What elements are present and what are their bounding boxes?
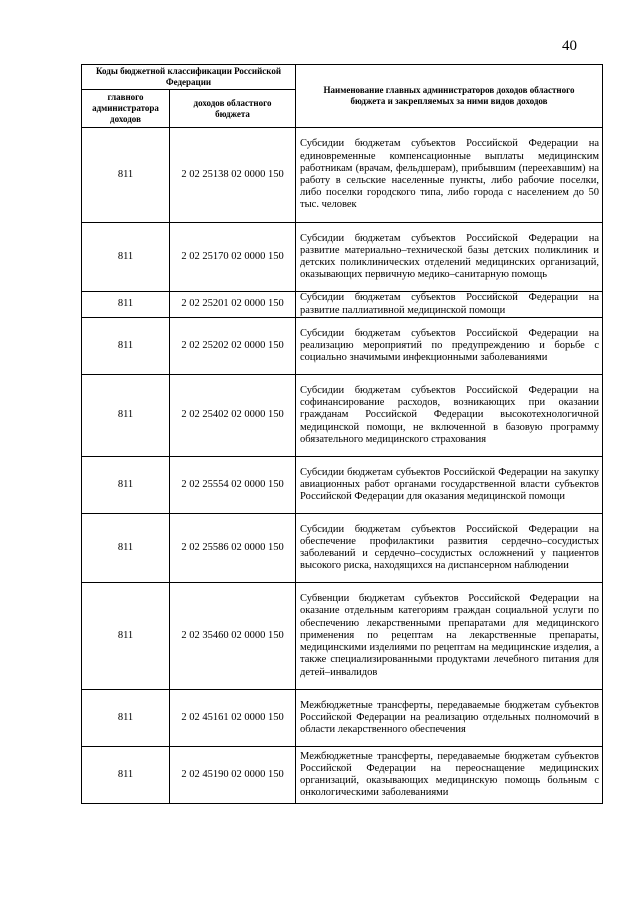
- admin-code-cell: 811: [82, 690, 170, 747]
- table-row: [82, 375, 603, 457]
- income-code-cell: 2 02 25402 02 0000 150: [170, 375, 296, 457]
- header-income-column: доходов областного бюджета: [170, 90, 296, 128]
- income-code-cell: 2 02 25201 02 0000 150: [170, 292, 296, 318]
- table-row: [82, 318, 603, 375]
- admin-code-cell: 811: [82, 514, 170, 583]
- table-row: [82, 128, 603, 223]
- admin-code-cell: 811: [82, 747, 170, 804]
- admin-code-cell: 811: [82, 375, 170, 457]
- income-name-cell: Субсидии бюджетам субъектов Российской Федерации на развитие материально–технической базы детских поликлиник и детских поликлинических отделений медицинских организаций, оказывающих первичную медико–санитарную помощь: [296, 223, 603, 292]
- admin-code-cell: 811: [82, 223, 170, 292]
- income-name-cell: Межбюджетные трансферты, передаваемые бюджетам субъектов Российской Федерации на переоснащение медицинских организаций, оказывающих медицинскую помощь больным с онкологическими заболеваниями: [296, 747, 603, 804]
- table-row: [82, 583, 603, 690]
- income-name-cell: Субсидии бюджетам субъектов Российской Федерации на обеспечение профилактики развития сердечно–сосудистых заболеваний и сердечно–сосудистых осложнений у пациентов высокого риска, находящихся на диспансерном наблюдении: [296, 514, 603, 583]
- table-row: [82, 747, 603, 804]
- table-row: [82, 457, 603, 514]
- table-row: [82, 690, 603, 747]
- income-code-cell: 2 02 45161 02 0000 150: [170, 690, 296, 747]
- income-name-cell: Межбюджетные трансферты, передаваемые бюджетам субъектов Российской Федерации на реализацию отдельных полномочий в области лекарственного обеспечения: [296, 690, 603, 747]
- table-row: [82, 292, 603, 318]
- income-code-cell: 2 02 25170 02 0000 150: [170, 223, 296, 292]
- income-code-cell: 2 02 45190 02 0000 150: [170, 747, 296, 804]
- income-code-cell: 2 02 25202 02 0000 150: [170, 318, 296, 375]
- income-name-cell: Субсидии бюджетам субъектов Российской Федерации на реализацию мероприятий по предупреждению и борьбе с социально значимыми инфекционными заболеваниями: [296, 318, 603, 375]
- admin-code-cell: 811: [82, 318, 170, 375]
- budget-codes-table: [81, 64, 603, 804]
- admin-code-cell: 811: [82, 583, 170, 690]
- income-name-cell: Субвенции бюджетам субъектов Российской Федерации на оказание отдельным категориям граждан социальной услуги по обеспечению лекарственными препаратами для медицинского применения по рецептам на лекарственные препараты, медицинскими изделиями по рецептам на медицинские изделия, а также специализированными продуктами лечебного питания для детей–инвалидов: [296, 583, 603, 690]
- income-code-cell: 2 02 25138 02 0000 150: [170, 128, 296, 223]
- header-name-column: Наименование главных администраторов доходов областного бюджета и закрепляемых за ними видов доходов: [296, 65, 603, 128]
- income-code-cell: 2 02 25554 02 0000 150: [170, 457, 296, 514]
- admin-code-cell: 811: [82, 128, 170, 223]
- income-name-cell: Субсидии бюджетам субъектов Российской Федерации на закупку авиационных работ органами государственной власти субъектов Российской Федерации для оказания медицинской помощи: [296, 457, 603, 514]
- income-code-cell: 2 02 25586 02 0000 150: [170, 514, 296, 583]
- income-code-cell: 2 02 35460 02 0000 150: [170, 583, 296, 690]
- income-name-cell: Субсидии бюджетам субъектов Российской Федерации на развитие паллиативной медицинской помощи: [296, 292, 603, 318]
- header-admin-column: главного администратора доходов: [82, 90, 170, 128]
- table-row: [82, 223, 603, 292]
- income-name-cell: Субсидии бюджетам субъектов Российской Федерации на софинансирование расходов, возникающих при оказании гражданам Российской Федерации высокотехнологичной медицинской помощи, не включенной в базовую программу обязательного медицинского страхования: [296, 375, 603, 457]
- admin-code-cell: 811: [82, 457, 170, 514]
- income-name-cell: Субсидии бюджетам субъектов Российской Федерации на единовременные компенсационные выплаты медицинским работникам (врачам, фельдшерам), прибывшим (переехавшим) на работу в сельские населенные пункты, либо рабочие поселки, либо поселки городского типа, либо города с населением до 50 тыс. человек: [296, 128, 603, 223]
- header-group-title: Коды бюджетной классификации Российской Федерации: [82, 65, 296, 90]
- page-number: 40: [562, 38, 577, 54]
- table-row: [82, 514, 603, 583]
- admin-code-cell: 811: [82, 292, 170, 318]
